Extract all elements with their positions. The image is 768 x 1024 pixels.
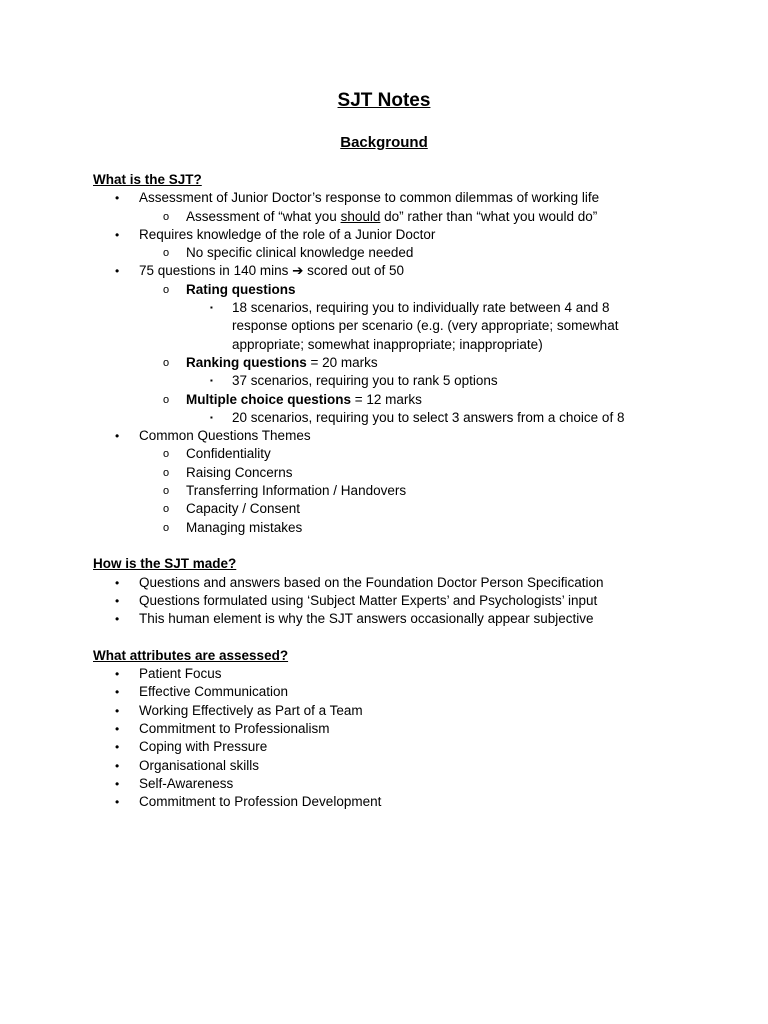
list-item [93, 665, 693, 683]
list-item [93, 757, 693, 775]
list-item-text: Commitment to Profession Development [139, 794, 382, 810]
list-item-text: Organisational skills [139, 757, 260, 773]
list-item-text: = 12 marks [351, 391, 422, 407]
list-item-text: Patient Focus [139, 666, 222, 682]
list-item-text: 20 scenarios, requiring you to select 3 answers from a choice of 8 [232, 409, 625, 425]
heading-how-sjt-made: How is the SJT made? [93, 556, 237, 572]
circle-marker: o [163, 521, 170, 534]
list-item-text: Common Questions Themes [139, 428, 311, 444]
list-item [93, 500, 693, 518]
circle-marker: o [163, 485, 170, 498]
square-marker: ▪ [210, 412, 213, 422]
list-item-text: Raising Concerns [186, 464, 293, 480]
list-item [93, 702, 693, 720]
section-spacer [93, 628, 693, 646]
list-item [93, 262, 693, 280]
rating-questions-label: Rating questions [186, 281, 296, 297]
list-item-text: Transferring Information / Handovers [186, 483, 407, 499]
list-item-text: 37 scenarios, requiring you to rank 5 options [232, 373, 498, 389]
section-spacer [93, 537, 693, 555]
list-item [93, 775, 693, 793]
list-item-text: Managing mistakes [186, 519, 303, 535]
bullet-marker: • [115, 758, 120, 773]
ranking-questions-label: Ranking questions [186, 354, 307, 370]
heading-what-is-sjt: What is the SJT? [93, 172, 202, 187]
list-item [93, 464, 693, 482]
mcq-label: Multiple choice questions [186, 391, 352, 407]
list-item-text: No specific clinical knowledge needed [186, 245, 414, 261]
bullet-marker: • [115, 429, 120, 444]
bullet-marker: • [115, 575, 120, 590]
circle-marker: o [163, 466, 170, 479]
bullet-marker: • [115, 264, 120, 279]
list-item [93, 610, 693, 628]
list-item [93, 281, 693, 299]
list-item [93, 592, 693, 610]
list-item [93, 189, 693, 207]
list-item-text: Effective Communication [139, 684, 289, 700]
list-item-text: 75 questions in 140 mins [139, 263, 293, 279]
list-item-text: = 20 marks [306, 354, 378, 370]
bullet-marker: • [115, 667, 120, 682]
circle-marker: o [163, 247, 170, 260]
bullet-marker: • [115, 685, 120, 700]
list-item [93, 208, 693, 226]
arrow-icon: ➔ [292, 263, 304, 279]
bullet-marker: • [115, 612, 120, 627]
list-item-text: Working Effectively as Part of a Team [139, 702, 363, 718]
list-item-text: Coping with Pressure [139, 739, 268, 755]
list-item-text: do” rather than “what you would do” [380, 208, 598, 224]
bullet-marker: • [115, 776, 120, 791]
circle-marker: o [163, 448, 170, 461]
square-marker: ▪ [210, 376, 213, 386]
list-item [93, 244, 693, 262]
list-item-text: Questions and answers based on the Foundation Doctor Person Specification [139, 574, 604, 590]
list-item [93, 226, 693, 244]
bullet-marker: • [115, 795, 120, 810]
document-body [93, 171, 693, 811]
bullet-marker: • [115, 703, 120, 718]
section-subtitle: Background [340, 134, 428, 151]
bullet-marker: • [115, 740, 120, 755]
list-item [93, 372, 647, 390]
list-item [93, 738, 693, 756]
bullet-marker: • [115, 593, 120, 608]
list-item [93, 445, 693, 463]
page-title: SJT Notes [337, 90, 431, 111]
list-item [93, 793, 693, 811]
list-item-text: Requires knowledge of the role of a Junior Doctor [139, 226, 436, 242]
circle-marker: o [163, 356, 170, 369]
bullet-marker: • [115, 227, 120, 242]
list-item [93, 519, 693, 537]
list-item [93, 299, 647, 354]
list-item [93, 574, 693, 592]
list-item-text: Capacity / Consent [186, 501, 301, 517]
circle-marker: o [163, 210, 170, 223]
list-item-text: Self-Awareness [139, 775, 234, 791]
list-item-text: This human element is why the SJT answers occasionally appear subjective [139, 611, 594, 627]
list-item [93, 427, 693, 445]
list-item [93, 720, 693, 738]
list-item-text: Questions formulated using ‘Subject Matter Experts’ and Psychologists’ input [139, 592, 598, 608]
list-item [93, 391, 693, 409]
list-item [93, 354, 693, 372]
list-item [93, 482, 693, 500]
list-item-text: Assessment of Junior Doctor’s response to common dilemmas of working life [139, 190, 600, 206]
list-item-text: Assessment of “what you [186, 208, 341, 224]
emphasis-should: should [340, 208, 381, 224]
list-item [93, 683, 693, 701]
bullet-marker: • [115, 191, 120, 206]
bullet-marker: • [115, 721, 120, 736]
circle-marker: o [163, 283, 170, 296]
list-item-text: scored out of 50 [303, 263, 404, 279]
list-item-text: Commitment to Professionalism [139, 720, 330, 736]
list-item-text: Confidentiality [186, 446, 271, 462]
heading-attributes-assessed: What attributes are assessed? [93, 647, 289, 663]
list-item-text: 18 scenarios, requiring you to individually rate between 4 and 8 response options per scenario (e.g. (very appropriate; somewhat appropriate; somewhat inappropriate; inappropriate) [232, 300, 619, 352]
list-item [93, 409, 647, 427]
circle-marker: o [163, 393, 170, 406]
square-marker: ▪ [210, 303, 213, 313]
circle-marker: o [163, 503, 170, 516]
